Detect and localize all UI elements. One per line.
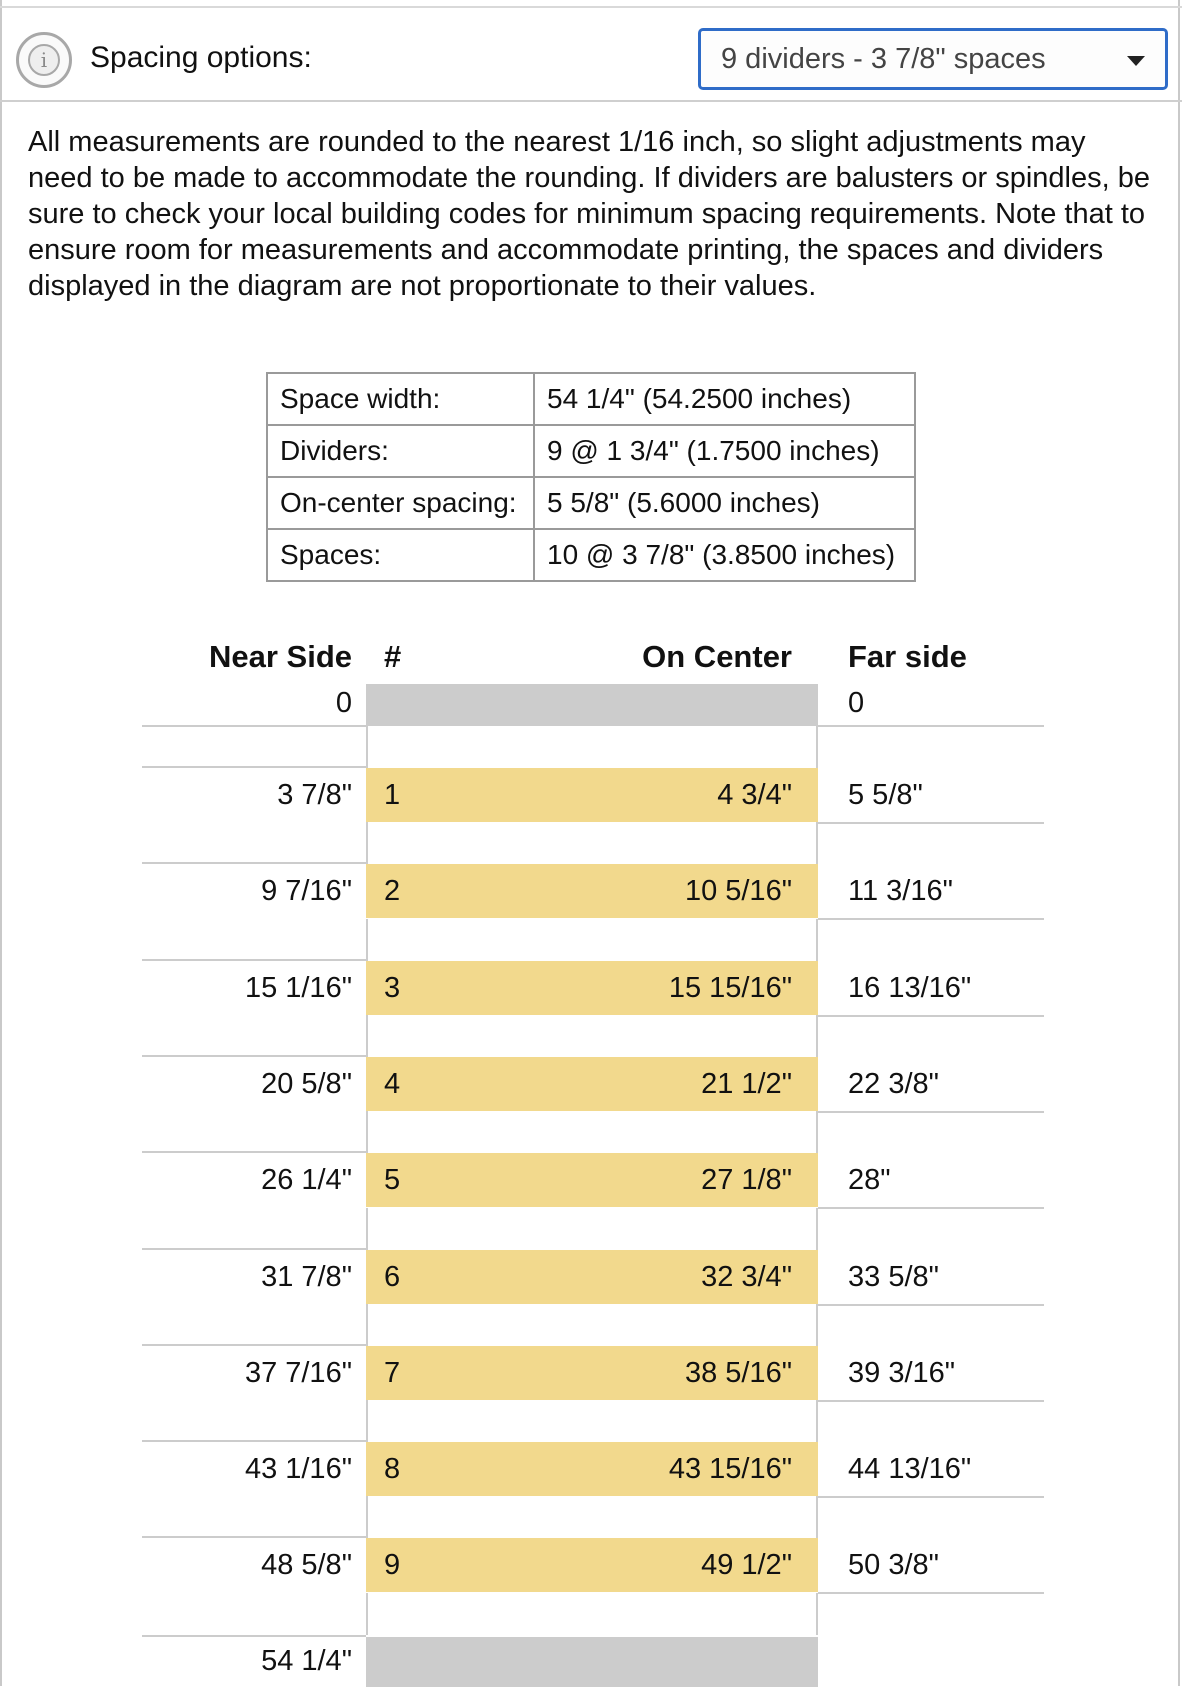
table-row: [267, 529, 915, 581]
space-block: [366, 822, 818, 864]
near-side-value: 48 5/8": [261, 1549, 352, 1582]
summary-table: [266, 372, 916, 582]
row-divider-line: [142, 766, 366, 768]
near-side-value: 3 7/8": [277, 779, 352, 811]
on-center-value: 4 3/4": [717, 779, 792, 811]
far-side-value: 11 3/16": [848, 875, 953, 908]
on-center-value: 10 5/16": [684, 875, 792, 908]
on-center-value: 43 15/16": [668, 1453, 792, 1486]
row-divider-line: [818, 1592, 1044, 1594]
near-side-value: 0: [335, 687, 352, 719]
divider-number: 6: [384, 1260, 401, 1293]
divider-number: 3: [384, 971, 401, 1004]
spacing-options-label: Spacing options:: [90, 41, 312, 74]
space-block: [366, 1015, 818, 1057]
near-side-value: 15 1/16": [244, 971, 352, 1004]
far-side-value: 39 3/16": [848, 1356, 956, 1389]
column-header-near-side: Near Side: [208, 639, 352, 674]
near-side-value: 20 5/8": [261, 1067, 352, 1100]
divider-number: 8: [384, 1453, 401, 1486]
row-divider-line: [142, 862, 366, 864]
spacing-options-select[interactable]: [698, 28, 1168, 90]
row-divider-line: [142, 1055, 366, 1057]
row-divider-line: [818, 1207, 1044, 1209]
summary-value: 9 @ 1 3/4" (1.7500 inches): [534, 425, 915, 477]
row-divider-line: [142, 1344, 366, 1346]
near-side-value: 9 7/16": [261, 875, 352, 908]
row-divider-line: [142, 1151, 366, 1153]
row-divider-line: [142, 1248, 366, 1250]
divider-number: 9: [384, 1549, 401, 1582]
row-divider-line: [818, 725, 1044, 727]
row-divider-line: [818, 822, 1044, 824]
column-header-far-side: Far side: [848, 639, 967, 674]
chevron-down-icon: [1127, 56, 1145, 66]
summary-label: Spaces:: [267, 529, 534, 581]
summary-label: Space width:: [267, 373, 534, 425]
divider-number: 5: [384, 1164, 401, 1197]
row-divider-line: [142, 1635, 366, 1637]
spacing-options-selected-value: 9 dividers - 3 7/8" spaces: [721, 43, 1046, 75]
on-center-value: 32 3/4": [701, 1260, 792, 1293]
on-center-value: 49 1/2": [701, 1549, 792, 1582]
divider-number: 1: [384, 779, 401, 811]
on-center-value: 38 5/16": [684, 1356, 792, 1389]
summary-value: 5 5/8" (5.6000 inches): [534, 477, 915, 529]
summary-label: Dividers:: [267, 425, 534, 477]
far-side-value: 33 5/8": [848, 1260, 939, 1293]
near-side-value: 31 7/8": [261, 1260, 352, 1293]
row-divider-line: [142, 1536, 366, 1538]
space-block: [366, 1496, 818, 1538]
on-center-value: 15 15/16": [668, 971, 792, 1004]
summary-label: On-center spacing:: [267, 477, 534, 529]
on-center-value: 21 1/2": [701, 1067, 792, 1100]
space-block: [366, 1400, 818, 1442]
row-divider-line: [142, 1440, 366, 1442]
column-header-on-center: On Center: [642, 639, 792, 674]
far-side-value: 50 3/8": [848, 1549, 939, 1582]
on-center-value: 27 1/8": [701, 1164, 792, 1197]
row-divider-line: [818, 1400, 1044, 1402]
row-divider-line: [818, 1304, 1044, 1306]
table-row: [267, 425, 915, 477]
row-divider-line: [142, 959, 366, 961]
summary-value: 54 1/4" (54.2500 inches): [534, 373, 915, 425]
row-divider-line: [818, 1111, 1044, 1113]
space-block: [366, 1593, 818, 1635]
space-block: [366, 1111, 818, 1153]
divider-number: 7: [384, 1356, 401, 1389]
divider-number: 4: [384, 1067, 401, 1100]
far-side-value: 44 13/16": [848, 1453, 972, 1486]
start-block: [366, 684, 818, 726]
row-divider-line: [818, 1496, 1044, 1498]
column-header-number: #: [384, 639, 402, 674]
near-side-value: 26 1/4": [261, 1164, 352, 1197]
end-block: [366, 1637, 818, 1687]
space-block: [366, 726, 818, 768]
space-block: [366, 1304, 818, 1346]
rounding-note: All measurements are rounded to the nearest 1/16 inch, so slight adjustments may need to be made to accommodate the rounding. If dividers are balusters or spindles, be sure to check your local building codes for minimum spacing requirements. Note that to ensure room for measurements and accommodate printing, the spaces and dividers displayed in the diagram are not proportionate to their values.: [28, 126, 1150, 302]
spacing-options-header: [0, 8, 1182, 102]
table-row: [267, 373, 915, 425]
space-block: [366, 1208, 818, 1250]
far-side-value: 22 3/8": [848, 1067, 939, 1100]
near-side-value: 43 1/16": [244, 1453, 352, 1486]
info-circle-icon[interactable]: i: [16, 32, 72, 88]
row-divider-line: [818, 1015, 1044, 1017]
row-divider-line: [142, 725, 366, 727]
far-side-value: 28": [848, 1164, 891, 1197]
near-side-value: 54 1/4": [261, 1644, 352, 1677]
row-divider-line: [818, 918, 1044, 920]
summary-value: 10 @ 3 7/8" (3.8500 inches): [534, 529, 915, 581]
far-side-value: 0: [848, 687, 865, 719]
divider-number: 2: [384, 875, 401, 908]
near-side-value: 37 7/16": [244, 1356, 352, 1389]
far-side-value: 5 5/8": [848, 779, 923, 811]
space-block: [366, 919, 818, 961]
table-row: [267, 477, 915, 529]
far-side-value: 16 13/16": [848, 971, 972, 1004]
